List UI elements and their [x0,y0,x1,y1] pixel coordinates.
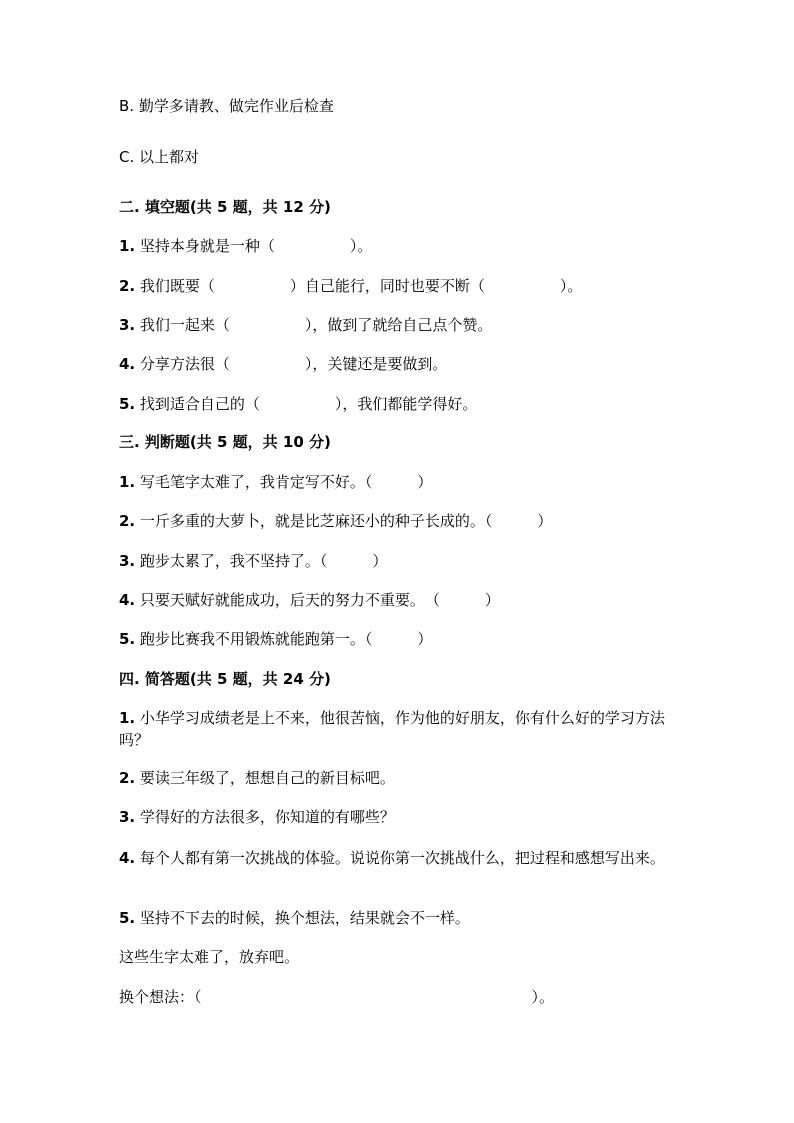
question-number: 2. [119,277,136,295]
question-text: 要读三年级了，想想自己的新目标吧。 [135,769,395,787]
question-text: 一斤多重的大萝卜，就是比芝麻还小的种子长成的。（ ） [135,512,553,530]
question-text: 找到适合自己的（ ），我们都能学得好。 [135,395,478,413]
question-text: 写毛笔字太难了，我肯定写不好。（ ） [135,473,433,491]
question-text: 每个人都有第一次挑战的体验。说说你第一次挑战什么，把过程和感想写出来。 [135,849,665,867]
question-number: 1. [119,709,136,727]
question [119,354,447,374]
question-text: 跑步比赛我不用锻炼就能跑第一。（ ） [135,630,433,648]
question-text: 分享方法很（ ），关键还是要做到。 [135,355,448,373]
question-number: 1. [119,237,136,255]
question-number: 3. [119,316,136,334]
question [119,629,432,649]
question-number: 3. [119,808,136,826]
question-text: 小华学习成绩老是上不来，他很苦恼，作为他的好朋友，你有什么好的学习方法吗？ [119,709,665,749]
question-number: 5. [119,630,136,648]
question [119,590,500,610]
question [119,236,372,256]
section-title-fill-blank: 二. 填空题(共 5 题，共 12 分) [119,198,331,216]
question-number: 5. [119,395,136,413]
question-text: 只要天赋好就能成功，后天的努力不重要。 （ ） [135,591,500,609]
question [119,707,679,751]
question-number: 4. [119,591,136,609]
question-text: 学得好的方法很多，你知道的有哪些？ [135,808,395,826]
option-b: B. 勤学多请教、做完作业后检查 [119,97,334,115]
question [119,847,679,869]
question-number: 3. [119,552,136,570]
question [119,511,552,531]
question [119,908,470,928]
question-number: 2. [119,512,136,530]
question-text: 我们既要（ ）自己能行，同时也要不断（ ）。 [135,277,583,295]
question-number: 2. [119,769,136,787]
question [119,276,582,296]
question [119,768,395,788]
question [119,472,432,492]
question-text: 跑步太累了，我不坚持了。（ ） [135,552,388,570]
question-number: 5. [119,909,136,927]
question [119,315,492,335]
section-title-true-false: 三. 判断题(共 5 题，共 10 分) [119,433,331,451]
answer-blank-line: 换个想法：（ ）。 [119,988,555,1006]
option-c: C. 以上都对 [119,148,200,166]
question-text: 坚持不下去的时候，换个想法，结果就会不一样。 [135,909,470,927]
section-title-short-answer: 四. 简答题(共 5 题，共 24 分) [119,670,331,688]
question [119,394,477,414]
question [119,807,395,827]
question-number: 4. [119,355,136,373]
scenario-prompt: 这些生字太难了，放弃吧。 [119,948,300,966]
question-text: 我们一起来（ ），做到了就给自己点个赞。 [135,316,493,334]
question-text: 坚持本身就是一种（ ）。 [135,237,373,255]
question [119,551,387,571]
question-number: 1. [119,473,136,491]
question-number: 4. [119,849,136,867]
